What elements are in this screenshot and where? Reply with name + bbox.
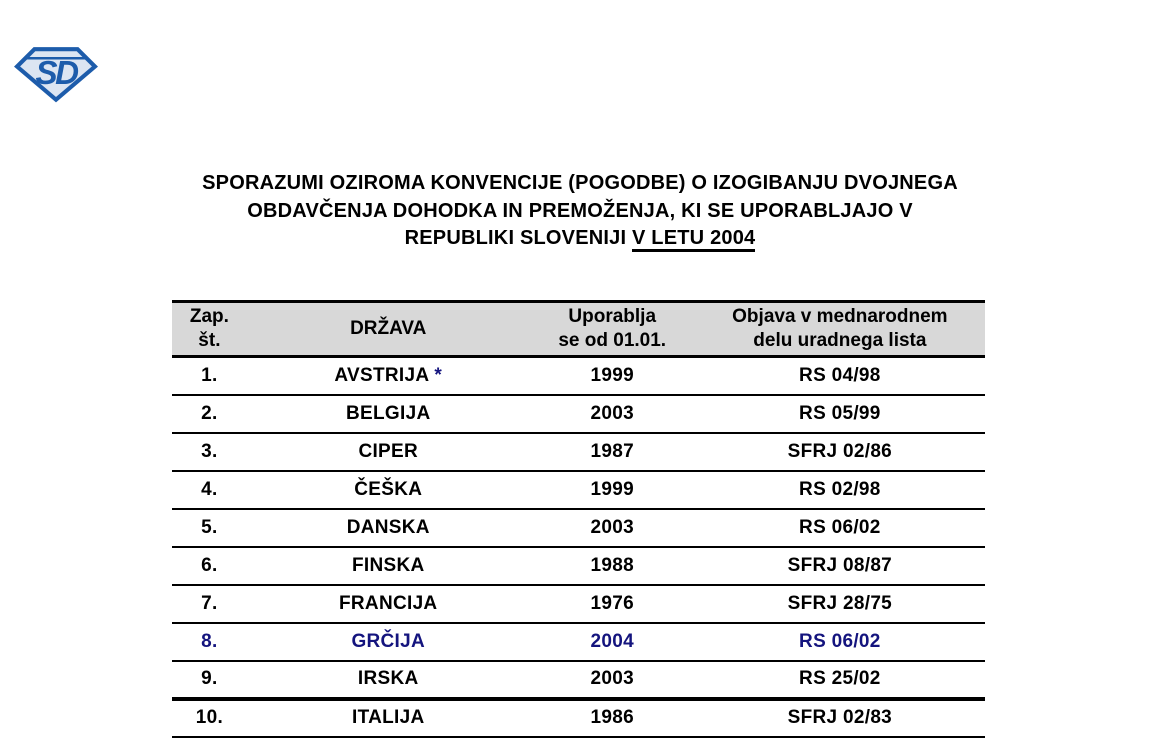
- year-cell: [530, 395, 695, 433]
- cell-text: 2003: [590, 668, 634, 689]
- header-text: Zap.: [189, 306, 229, 327]
- cell-text: 2.: [201, 402, 218, 424]
- publication-cell: [695, 433, 985, 471]
- header-text: se od 01.01.: [558, 330, 667, 351]
- year-cell: [530, 623, 695, 661]
- cell-text: ČEŠKA: [354, 478, 423, 500]
- year-cell: [530, 661, 695, 699]
- footnote-asterisk: *: [434, 364, 443, 386]
- cell-text: RS 25/02: [799, 668, 881, 689]
- row-number-cell: [172, 623, 247, 661]
- publication-cell: [695, 357, 985, 395]
- table-row: [172, 395, 985, 433]
- cell-text: 2003: [590, 516, 634, 538]
- country-cell: [247, 357, 530, 395]
- diamond-shield-icon: [14, 45, 98, 103]
- title-line-3: [144, 225, 1016, 253]
- table-row: [172, 585, 985, 623]
- row-number-cell: [172, 547, 247, 585]
- row-number-cell: [172, 433, 247, 471]
- cell-text: RS 04/98: [799, 364, 881, 386]
- table-body: [172, 357, 985, 737]
- table-row: [172, 509, 985, 547]
- cell-text: SFRJ 28/75: [787, 592, 893, 614]
- cell-text: RS 06/02: [799, 630, 881, 652]
- publication-cell: [695, 699, 985, 737]
- header-country: [247, 302, 530, 357]
- treaties-table: [172, 300, 985, 738]
- row-number-cell: [172, 509, 247, 547]
- table-row: [172, 357, 985, 395]
- cell-text: 1999: [590, 478, 634, 500]
- table-header: [172, 302, 985, 357]
- row-number-cell: [172, 471, 247, 509]
- cell-text: AVSTRIJA: [334, 364, 430, 386]
- table-header-row: [172, 302, 985, 357]
- table-row: [172, 547, 985, 585]
- sd-diamond-logo: [14, 45, 98, 103]
- year-cell: [530, 699, 695, 737]
- page-title: [144, 170, 1016, 253]
- country-cell: [247, 661, 530, 699]
- cell-text: RS 05/99: [799, 402, 881, 424]
- header-text: št.: [198, 330, 221, 351]
- title-year-underlined: V LETU 2004: [632, 227, 755, 252]
- row-number-cell: [172, 357, 247, 395]
- cell-text: RS 02/98: [799, 478, 881, 500]
- publication-cell: [695, 471, 985, 509]
- header-applies-from: [530, 302, 695, 357]
- row-number-cell: [172, 699, 247, 737]
- title-line-3-text: REPUBLIKI SLOVENIJI: [404, 227, 632, 249]
- cell-text: 1986: [590, 707, 634, 728]
- country-cell: [247, 547, 530, 585]
- title-line-1: SPORAZUMI OZIROMA KONVENCIJE (POGODBE) O IZOGIBANJU DVOJNEGA: [202, 172, 958, 194]
- header-text: Objava v mednarodnem: [732, 306, 948, 327]
- cell-text: FINSKA: [351, 554, 425, 576]
- year-cell: [530, 357, 695, 395]
- year-cell: [530, 509, 695, 547]
- year-cell: [530, 471, 695, 509]
- cell-text: 6.: [201, 554, 218, 576]
- year-cell: [530, 585, 695, 623]
- header-sequence-number: [172, 302, 247, 357]
- cell-text: 9.: [201, 668, 218, 689]
- cell-text: CIPER: [358, 440, 419, 462]
- row-number-cell: [172, 585, 247, 623]
- title-line-2: OBDAVČENJA DOHODKA IN PREMOŽENJA, KI SE UPORABLJAJO V: [247, 199, 913, 222]
- cell-text: ITALIJA: [352, 707, 425, 728]
- country-cell: [247, 623, 530, 661]
- cell-text: SFRJ 02/83: [787, 707, 893, 728]
- cell-text: IRSKA: [357, 668, 419, 689]
- country-cell: [247, 471, 530, 509]
- cell-text: 2003: [590, 402, 634, 424]
- cell-text: 1988: [590, 554, 634, 576]
- country-cell: [247, 395, 530, 433]
- header-publication: [695, 302, 985, 357]
- row-number-cell: [172, 661, 247, 699]
- cell-text: 1987: [590, 440, 634, 462]
- cell-text: 1976: [590, 592, 634, 614]
- cell-text: 1999: [590, 364, 634, 386]
- cell-text: RS 06/02: [799, 516, 881, 538]
- publication-cell: [695, 623, 985, 661]
- cell-text: BELGIJA: [346, 402, 431, 424]
- publication-cell: [695, 661, 985, 699]
- cell-text: 4.: [201, 478, 218, 500]
- year-cell: [530, 433, 695, 471]
- country-cell: [247, 585, 530, 623]
- header-text: delu uradnega lista: [753, 330, 927, 351]
- cell-text: SFRJ 08/87: [787, 554, 893, 576]
- cell-text: 10.: [195, 707, 224, 728]
- table-row: [172, 471, 985, 509]
- country-cell: [247, 433, 530, 471]
- publication-cell: [695, 509, 985, 547]
- cell-text: 5.: [201, 516, 218, 538]
- cell-text: 1.: [201, 364, 218, 386]
- publication-cell: [695, 547, 985, 585]
- cell-text: 3.: [201, 440, 218, 462]
- cell-text: 8.: [201, 630, 218, 652]
- logo-letters: SD: [35, 54, 77, 92]
- table-row: [172, 661, 985, 699]
- row-number-cell: [172, 395, 247, 433]
- country-cell: [247, 699, 530, 737]
- country-cell: [247, 509, 530, 547]
- year-cell: [530, 547, 695, 585]
- cell-text: GRČIJA: [351, 630, 426, 652]
- publication-cell: [695, 395, 985, 433]
- publication-cell: [695, 585, 985, 623]
- table-row: [172, 433, 985, 471]
- table-row: [172, 699, 985, 737]
- header-text: Uporablja: [568, 306, 657, 327]
- cell-text: DANSKA: [346, 516, 430, 538]
- cell-text: 7.: [201, 592, 218, 614]
- cell-text: FRANCIJA: [339, 592, 438, 614]
- header-text: DRŽAVA: [350, 318, 427, 339]
- cell-text: 2004: [590, 630, 634, 652]
- table-row: [172, 623, 985, 661]
- cell-text: SFRJ 02/86: [787, 440, 893, 462]
